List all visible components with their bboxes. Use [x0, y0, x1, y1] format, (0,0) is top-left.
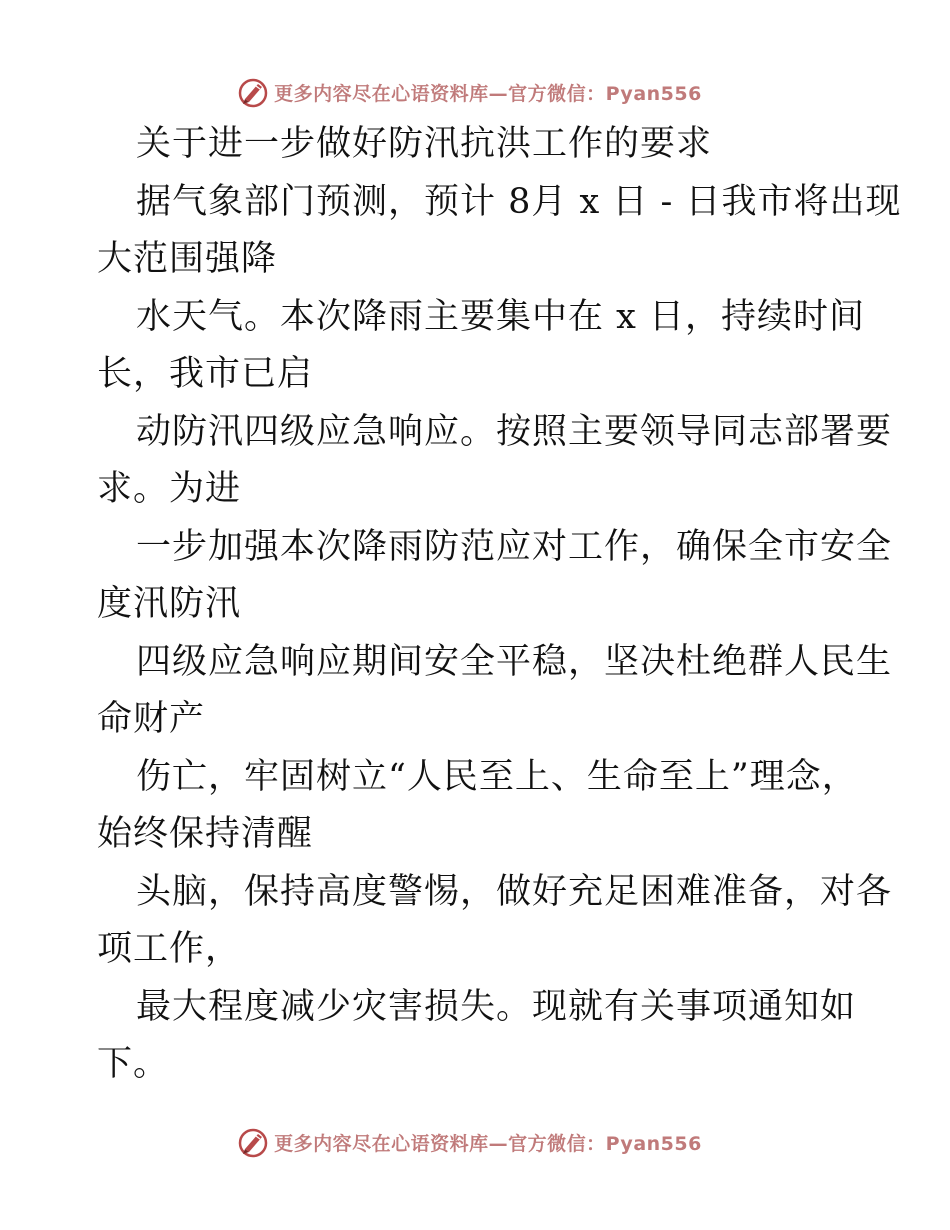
- doc-line: 伤亡，牢固树立“人民至上、生命至上”理念，: [136, 756, 858, 797]
- doc-line: 据气象部门预测，预计 8月 x 日 - 日我市将出现: [136, 181, 902, 222]
- doc-line: 长，我市已启: [97, 354, 314, 394]
- doc-line: 一步加强本次降雨防范应对工作，确保全市安全: [136, 526, 893, 567]
- doc-line: 头脑，保持高度警惕，做好充足困难准备，对各: [136, 871, 893, 912]
- doc-line: 动防汛四级应急响应。按照主要领导同志部署要: [136, 411, 893, 452]
- doc-line: 项工作，: [97, 929, 242, 969]
- watermark-text: 更多内容尽在心语资料库—官方微信：Pyan556: [274, 1132, 702, 1155]
- doc-line: 下。: [97, 1044, 170, 1084]
- doc-line: 大范围强降: [97, 239, 278, 279]
- footer-watermark: [0, 1122, 950, 1162]
- watermark-text: 更多内容尽在心语资料库—官方微信：Pyan556: [274, 82, 702, 105]
- doc-line: 最大程度减少灾害损失。现就有关事项通知如: [136, 986, 857, 1027]
- doc-line: 命财产: [97, 699, 206, 739]
- pen-logo-icon: [236, 1125, 270, 1159]
- doc-line: 水天气。本次降雨主要集中在 x 日，持续时间: [136, 296, 865, 337]
- pen-logo-icon: [236, 75, 270, 109]
- document-body: [97, 116, 902, 1094]
- header-watermark: [0, 72, 950, 112]
- doc-line: 四级应急响应期间安全平稳，坚决杜绝群人民生: [136, 641, 893, 682]
- doc-line: 求。为进: [97, 469, 242, 509]
- doc-title: 关于进一步做好防汛抗洪工作的要求: [136, 124, 713, 164]
- doc-line: 度汛防汛: [97, 584, 242, 624]
- doc-line: 始终保持清醒: [97, 814, 314, 854]
